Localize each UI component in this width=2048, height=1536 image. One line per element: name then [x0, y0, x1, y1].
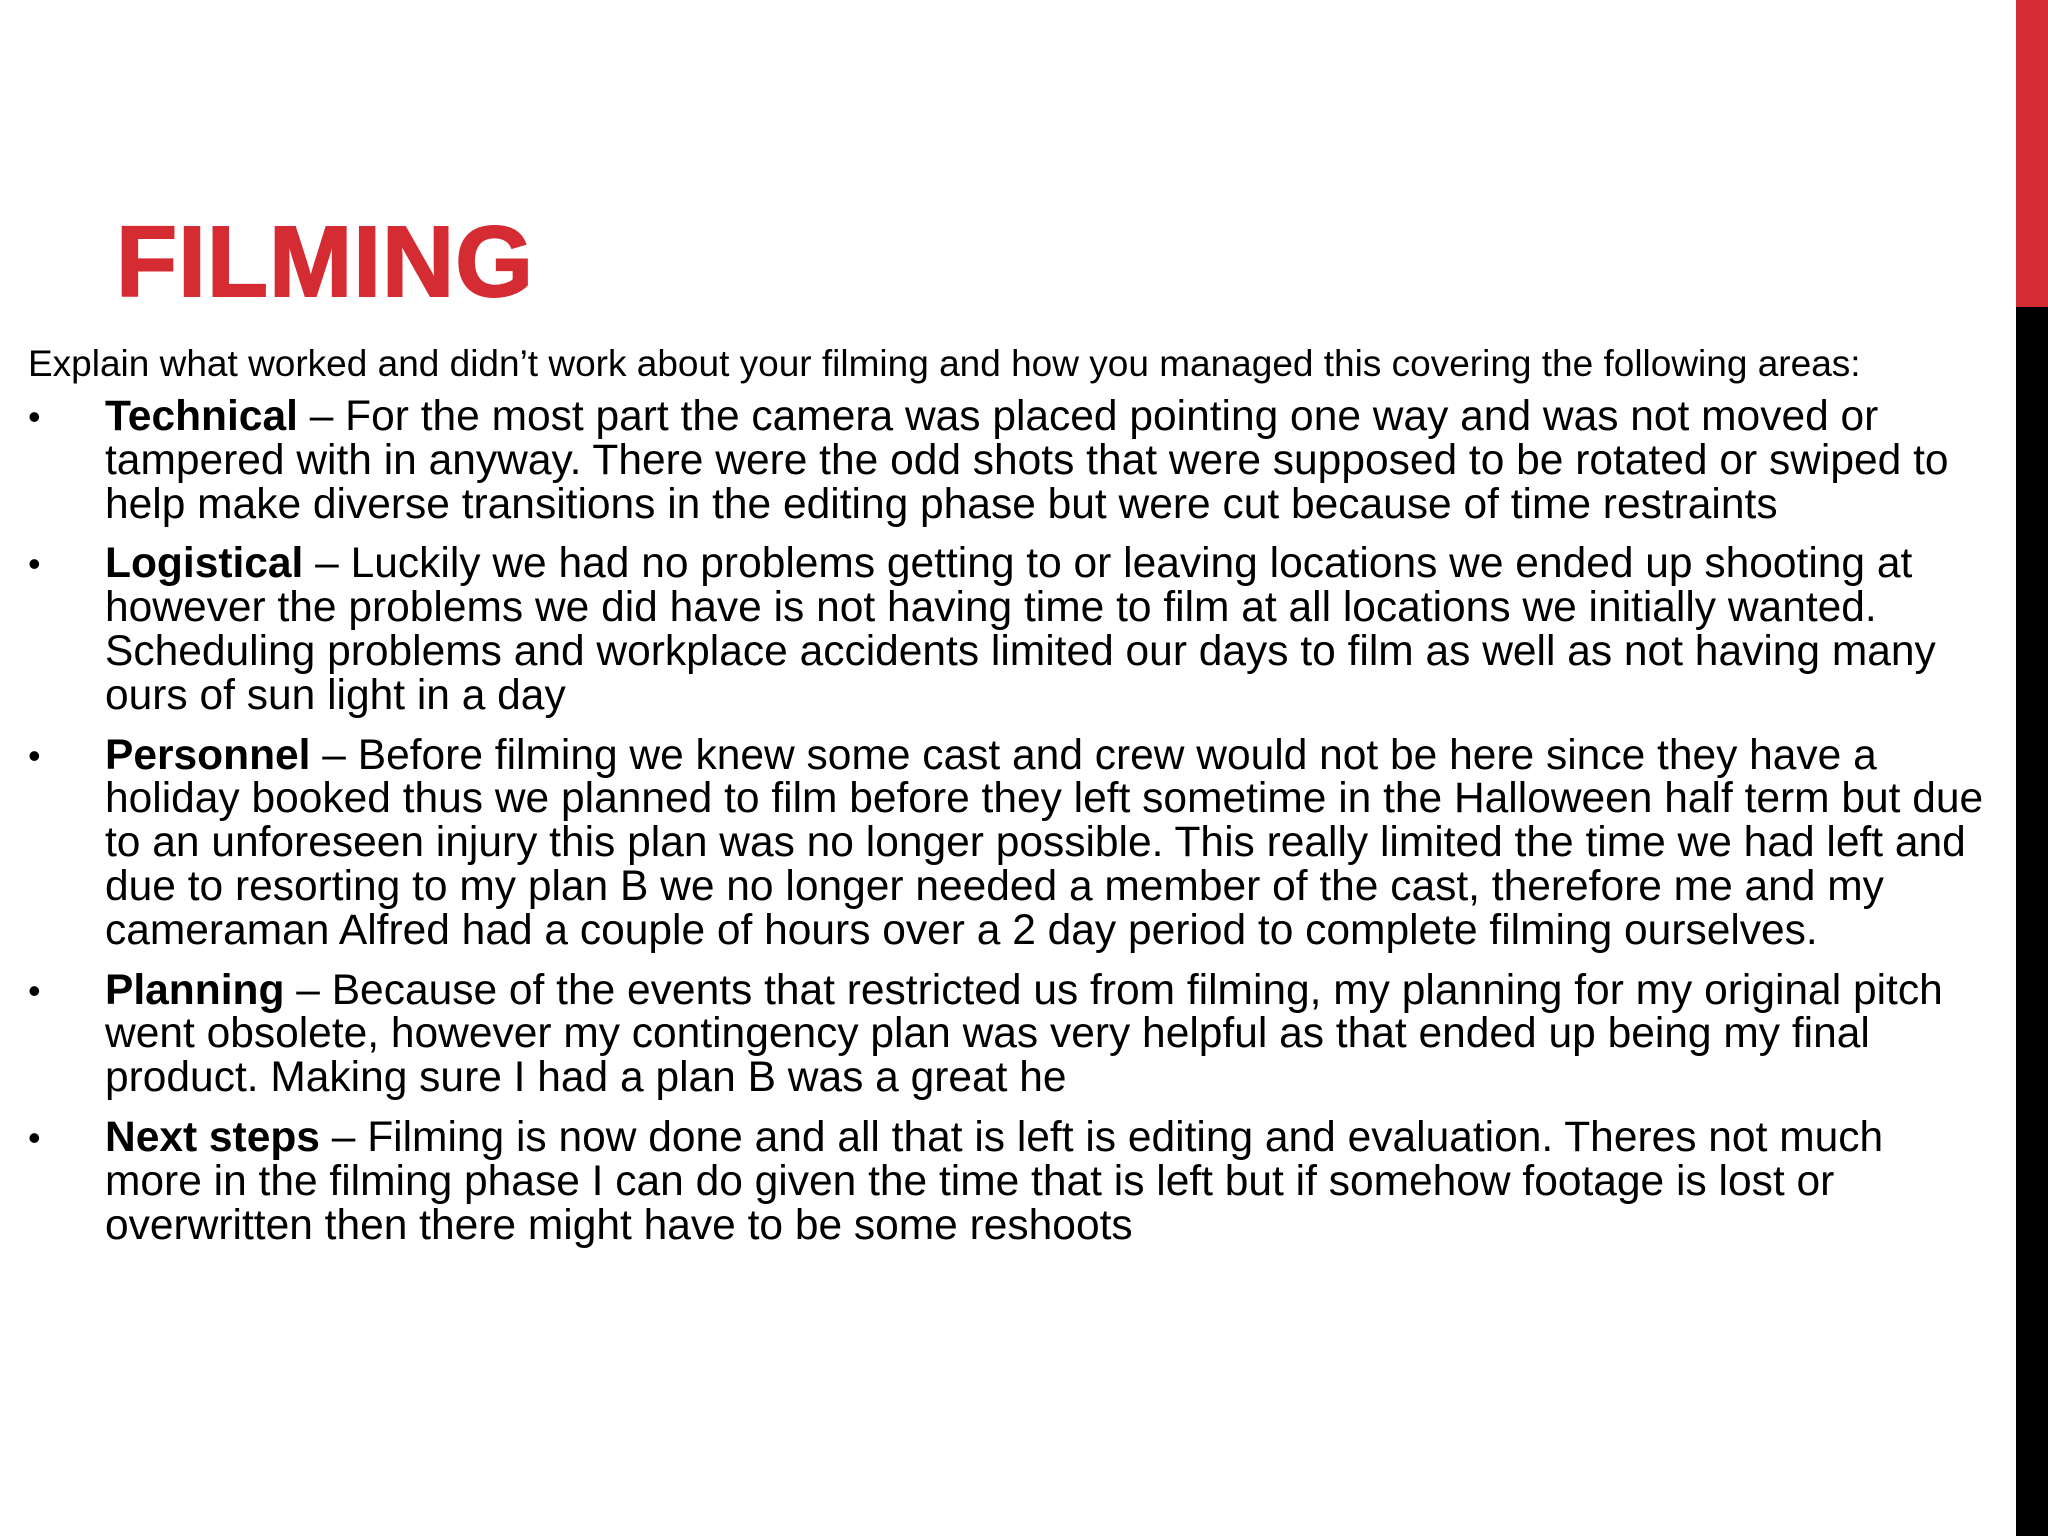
bullet-term: Technical: [105, 393, 298, 440]
bullet-text: – Luckily we had no problems getting to or leaving locations we ended up shooting at however the problems we did have is not having time to film at all locations we initially wanted. Scheduling problems and workplace accidents limited our days to film as well as not having many ours of sun light in a day: [105, 540, 1936, 719]
bullet-icon: •: [28, 969, 41, 1011]
bullet-icon: •: [28, 734, 41, 776]
bullet-term: Personnel: [105, 731, 311, 779]
bullet-item-personnel: [28, 731, 1988, 954]
accent-bar-black: [2016, 307, 2048, 1536]
slide-body: [28, 344, 1988, 1263]
accent-bar-red: [2016, 0, 2048, 307]
bullet-term: Planning: [105, 966, 285, 1014]
intro-text: Explain what worked and didn’t work about your filming and how you managed this covering the following areas:: [28, 343, 1861, 384]
bullet-icon: •: [28, 543, 41, 585]
bullet-item-technical: [28, 395, 1988, 526]
bullet-item-logistical: [28, 542, 1988, 717]
bullet-text: – Before filming we knew some cast and crew would not be here since they have a holiday booked thus we planned to film before they left sometime in the Halloween half term but due to an unforeseen injury this plan was no longer possible. This really limited the time we had left and due to resorting to my plan B we no longer needed a member of the cast, therefore me and my cameraman Alfred had a couple of hours over a 2 day period to complete filming ourselves.: [105, 731, 1984, 954]
slide-title: FILMING: [116, 206, 535, 318]
bullet-text: – Filming is now done and all that is left is editing and evaluation. Theres not much more in the filming phase I can do given the time that is left but if somehow footage is lost or overwritten then there might have to be some reshoots: [105, 1113, 1884, 1249]
bullet-text: – For the most part the camera was placed pointing one way and was not moved or tampered with in anyway. There were the odd shots that were supposed to be rotated or swiped to help make diverse transitions in the editing phase but were cut because of time restraints: [105, 393, 1949, 528]
bullet-list: [28, 395, 1988, 1247]
bullet-item-planning: [28, 966, 1988, 1102]
bullet-term: Logistical: [105, 540, 304, 588]
bullet-item-next-steps: [28, 1113, 1988, 1249]
bullet-icon: •: [28, 396, 41, 437]
bullet-icon: •: [28, 1116, 41, 1158]
bullet-text: – Because of the events that restricted us from filming, my planning for my original pitch went obsolete, however my contingency plan was very helpful as that ended up being my final product. Making sure I had a plan B was a great he: [105, 966, 1943, 1102]
bullet-term: Next steps: [105, 1113, 320, 1161]
